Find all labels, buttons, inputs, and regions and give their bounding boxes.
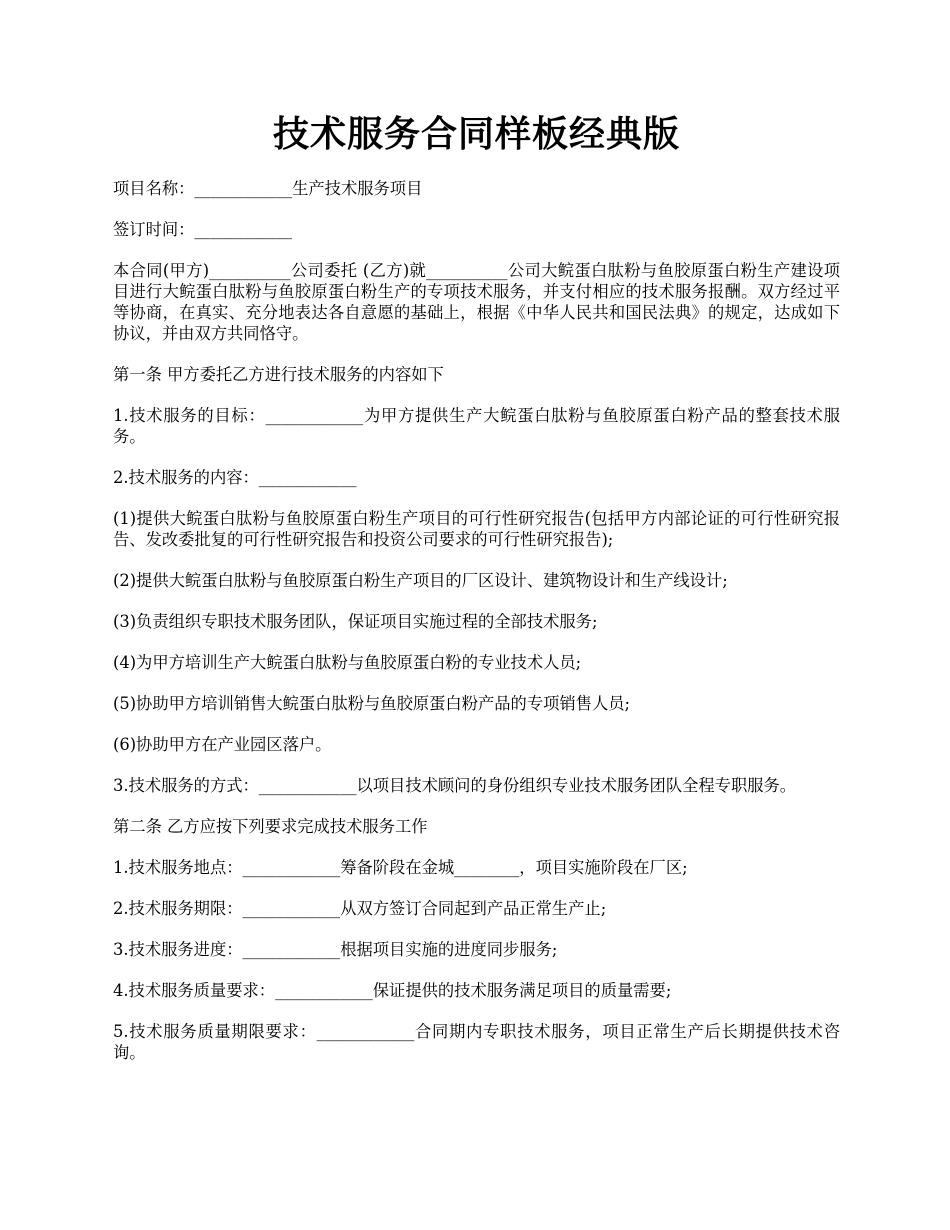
service-item-5: (5)协助甲方培训销售大鲩蛋白肽粉与鱼胶原蛋白粉产品的专项销售人员; — [113, 694, 630, 713]
service-item-6: (6)协助甲方在产业园区落户。 — [113, 735, 332, 754]
service-item-3: (3)负责组织专职技术服务团队，保证项目实施过程的全部技术服务; — [113, 612, 598, 631]
service-method: 3.技术服务的方式：____________以项目技术顾问的身份组织专业技术服务团队全程专职服务。 — [113, 776, 797, 795]
service-location: 1.技术服务地点：____________筹备阶段在金城________，项目实施阶段在厂区; — [113, 858, 688, 877]
service-period: 2.技术服务期限：____________从双方签订合同起到产品正常生产止; — [113, 899, 607, 918]
document-page — [113, 110, 840, 1083]
service-content-heading: 2.技术服务的内容：____________ — [113, 468, 357, 487]
service-goal: 1.技术服务的目标：____________为甲方提供生产大鲩蛋白肽粉与鱼胶原蛋白粉产品的整套技术服务。 — [113, 406, 840, 446]
contract-preamble: 本合同(甲方)__________公司委托 (乙方)就__________公司大鲩蛋白肽粉与鱼胶原蛋白粉生产建设项目进行大鲩蛋白肽粉与鱼胶原蛋白粉生产的专项技术服务，并支付相应的技术服务报酬。双方经过平等协商，在真实、充分地表达各自意愿的基础上，根据《中华人民共和国民法典》的规定，达成如下协议，并由双方共同恪守。 — [113, 261, 840, 343]
service-progress: 3.技术服务进度：____________根据项目实施的进度同步服务; — [113, 940, 558, 959]
service-item-4: (4)为甲方培训生产大鲩蛋白肽粉与鱼胶原蛋白粉的专业技术人员; — [113, 653, 582, 672]
service-quality-period: 5.技术服务质量期限要求：____________合同期内专职技术服务，项目正常生产后长期提供技术咨询。 — [113, 1022, 840, 1062]
article-1-heading: 第一条 甲方委托乙方进行技术服务的内容如下 — [113, 365, 444, 384]
document-title: 技术服务合同样板经典版 — [272, 114, 680, 155]
article-2-heading: 第二条 乙方应按下列要求完成技术服务工作 — [113, 817, 428, 836]
service-quality: 4.技术服务质量要求：____________保证提供的技术服务满足项目的质量需要; — [113, 981, 672, 1000]
service-item-2: (2)提供大鲩蛋白肽粉与鱼胶原蛋白粉生产项目的厂区设计、建筑物设计和生产线设计; — [113, 571, 728, 590]
project-name-line: 项目名称：____________生产技术服务项目 — [113, 179, 423, 198]
service-item-1: (1)提供大鲩蛋白肽粉与鱼胶原蛋白粉生产项目的可行性研究报告(包括甲方内部论证的可行性研究报告、发改委批复的可行性研究报告和投资公司要求的可行性研究报告); — [113, 509, 840, 549]
signing-date-line: 签订时间：____________ — [113, 220, 293, 239]
